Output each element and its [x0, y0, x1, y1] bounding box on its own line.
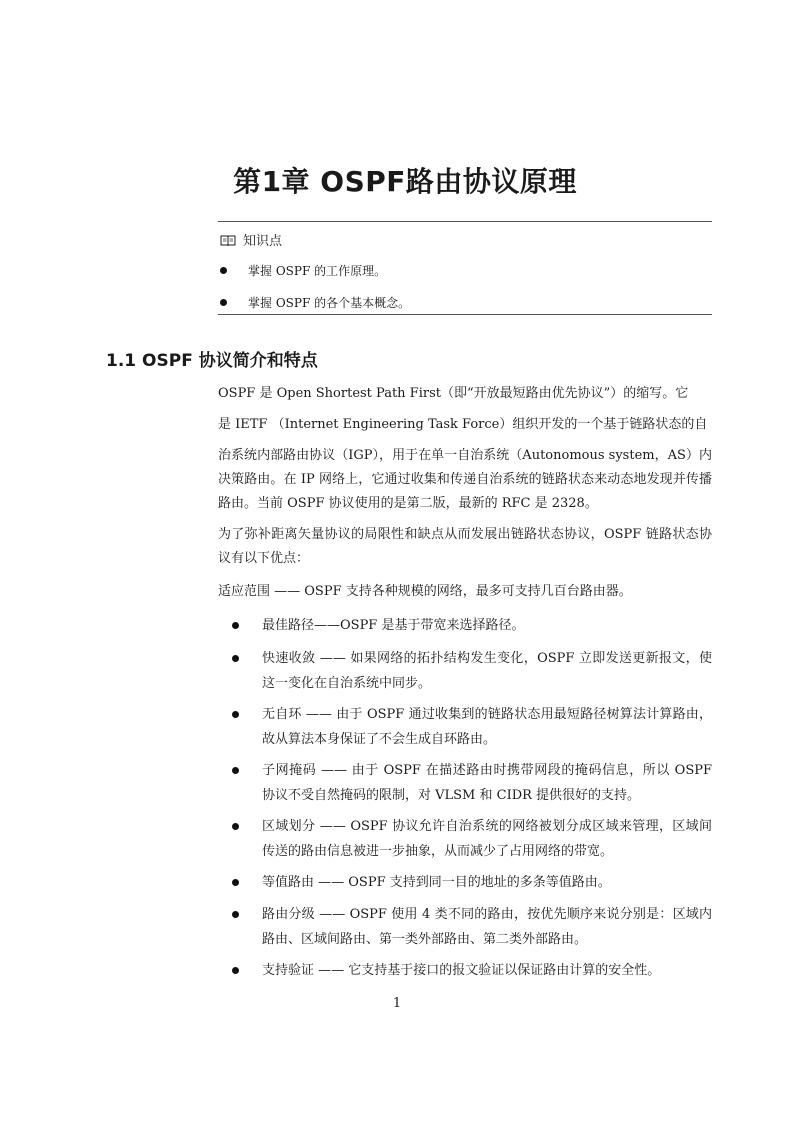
feature-list-item: [232, 958, 712, 983]
bullet-icon: [220, 299, 227, 306]
feature-text: 子网掩码 —— 由于 OSPF 在描述路由时携带网段的掩码信息，所以 OSPF 协议不受自然掩码的限制，对 VLSM 和 CIDR 提供很好的支持。: [262, 763, 712, 803]
bullet-icon: [232, 879, 239, 886]
feature-list-item: [232, 702, 712, 752]
feature-list-item: [232, 870, 712, 895]
bullet-icon: [232, 911, 239, 918]
paragraph: 治系统内部路由协议（IGP），用于在单一自治系统（Autonomous system，AS）内决策路由。在 IP 网络上，它通过收集和传递自治系统的链路状态来动态地发现并传播路由。当前 OSPF 协议使用的是第二版，最新的 RFC 是 2328。: [218, 448, 712, 511]
feature-text: 最佳路径——OSPF 是基于带宽来选择路径。: [262, 618, 525, 633]
knowledge-point-text: 掌握 OSPF 的各个基本概念。: [248, 296, 411, 310]
feature-text: 路由分级 —— OSPF 使用 4 类不同的路由，按优先顺序来说分别是：区域内路由、区域间路由、第一类外部路由、第二类外部路由。: [262, 907, 712, 947]
bullet-icon: [220, 267, 227, 274]
feature-text: 快速收敛 —— 如果网络的拓扑结构发生变化，OSPF 立即发送更新报文，使这一变化在自治系统中同步。: [262, 651, 712, 691]
feature-text: 无自环 —— 由于 OSPF 通过收集到的链路状态用最短路径树算法计算路由，故从算法本身保证了不会生成自环路由。: [262, 707, 712, 747]
section-title: 1.1 OSPF 协议简介和特点: [106, 351, 318, 371]
feature-list-item: [232, 758, 712, 808]
bullet-icon: [232, 767, 239, 774]
bullet-icon: [232, 823, 239, 830]
divider-top: [218, 221, 712, 222]
page-number: 1: [392, 996, 402, 1011]
bullet-icon: [232, 622, 239, 629]
knowledge-point-item: [220, 294, 410, 311]
feature-list-item: [232, 814, 712, 864]
feature-list-item: [232, 613, 712, 638]
paragraph: OSPF 是 Open Shortest Path First（即“开放最短路由优先协议”）的缩写。它: [218, 386, 689, 401]
feature-text: 支持验证 —— 它支持基于接口的报文验证以保证路由计算的安全性。: [262, 963, 661, 978]
feature-list-item: [232, 902, 712, 952]
feature-text: 区域划分 —— OSPF 协议允许自治系统的网络被划分成区域来管理，区域间传送的路由信息被进一步抽象，从而减少了占用网络的带宽。: [262, 819, 712, 859]
feature-list-item: [232, 646, 712, 696]
paragraph: 为了弥补距离矢量协议的局限性和缺点从而发展出链路状态协议，OSPF 链路状态协议有以下优点：: [218, 527, 712, 566]
book-icon: [220, 234, 236, 246]
bullet-icon: [232, 967, 239, 974]
knowledge-points-label: 知识点: [243, 234, 283, 249]
feature-text: 等值路由 —— OSPF 支持到同一目的地址的多条等值路由。: [262, 875, 611, 890]
knowledge-point-item: [220, 262, 386, 279]
paragraph: 是 IETF （Internet Engineering Task Force）组织开发的一个基于链路状态的自: [218, 417, 708, 432]
bullet-icon: [232, 711, 239, 718]
chapter-title: 第1章 OSPF路由协议原理: [233, 165, 577, 198]
paragraph: 适应范围 —— OSPF 支持各种规模的网络，最多可支持几百台路由器。: [218, 584, 632, 599]
knowledge-point-text: 掌握 OSPF 的工作原理。: [248, 264, 387, 278]
bullet-icon: [232, 655, 239, 662]
divider-bottom: [218, 314, 712, 315]
knowledge-points-heading: [220, 230, 282, 249]
